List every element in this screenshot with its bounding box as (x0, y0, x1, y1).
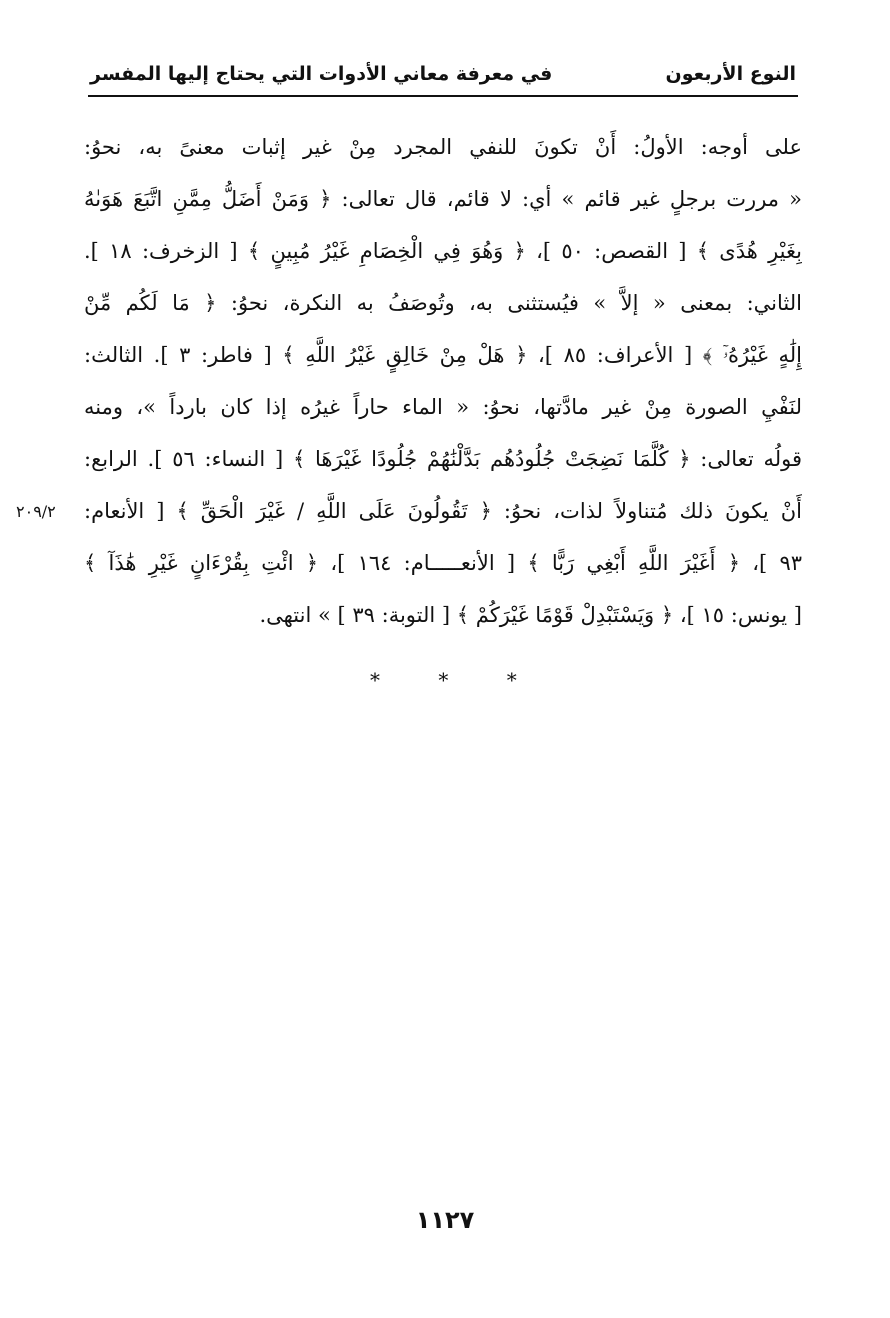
text-line: لنَفْيِ الصورة مِنْ غير مادَّتها، نحوُ: « الماء حاراً غيرُه إذا كان بارداً »، ومنه (84, 395, 802, 419)
text-line: إِلَٰهٍ غَيْرُهُۥٓ ﴾ [ الأعراف: ٨٥ ]، ﴿ هَلْ مِنْ خَالِقٍ غَيْرُ اللَّهِ ﴾ [ فاطر: ٣ ]. الثالث: (84, 343, 802, 367)
body-text (84, 121, 802, 641)
text-line: ٩٣ ]، ﴿ أَغَيْرَ اللَّهِ أَبْغِي رَبًّا ﴾ [ الأنعـــــام: ١٦٤ ]، ﴿ ائْتِ بِقُرْءَانٍ غَيْرِ هَٰذَآ ﴾ (84, 551, 802, 575)
text-line: الثاني: بمعنى « إلاَّ » فيُستثنى به، وتُوصَفُ به النكرة، نحوُ: ﴿ مَا لَكُم مِّنْ (84, 291, 802, 315)
header-rule (88, 95, 798, 97)
section-separator: * * * (370, 668, 543, 692)
text-line: قولُه تعالى: ﴿ كُلَّمَا نَضِجَتْ جُلُودُهُم بَدَّلْنَٰهُمْ جُلُودًا غَيْرَهَا ﴾ [ النساء: ٥٦ ]. الرابع: (84, 447, 802, 471)
margin-reference: ٢٠٩/٢ (16, 502, 56, 521)
text-line: على أوجه: الأولُ: أَنْ تكونَ للنفي المجرد مِنْ غير إثبات معنىً به، نحوُ: (84, 135, 802, 159)
text-line: أَنْ يكونَ ذلك مُتناولاً لذات، نحوُ: ﴿ تَقُولُونَ عَلَى اللَّهِ / غَيْرَ الْحَقِّ ﴾ [ الأنعام: (84, 499, 802, 523)
text-line: [ يونس: ١٥ ]، ﴿ وَيَسْتَبْدِلْ قَوْمًا غَيْرَكُمْ ﴾ [ التوبة: ٣٩ ] » انتهى. (259, 603, 802, 627)
chapter-title: النوع الأربعون (665, 63, 796, 85)
page-number: ١١٢٧ (415, 1206, 475, 1234)
text-line: « مررت برجلٍ غير قائم » أي: لا قائم، قال تعالى: ﴿ وَمَنْ أَضَلُّ مِمَّنِ اتَّبَعَ هَوَىٰهُ (84, 187, 802, 211)
section-title: في معرفة معاني الأدوات التي يحتاج إليها المفسر (90, 63, 553, 85)
text-line: بِغَيْرِ هُدًى ﴾ [ القصص: ٥٠ ]، ﴿ وَهُوَ فِي الْخِصَامِ غَيْرُ مُبِينٍ ﴾ [ الزخرف: ١٨ ]. (84, 239, 802, 263)
running-header (90, 56, 796, 92)
